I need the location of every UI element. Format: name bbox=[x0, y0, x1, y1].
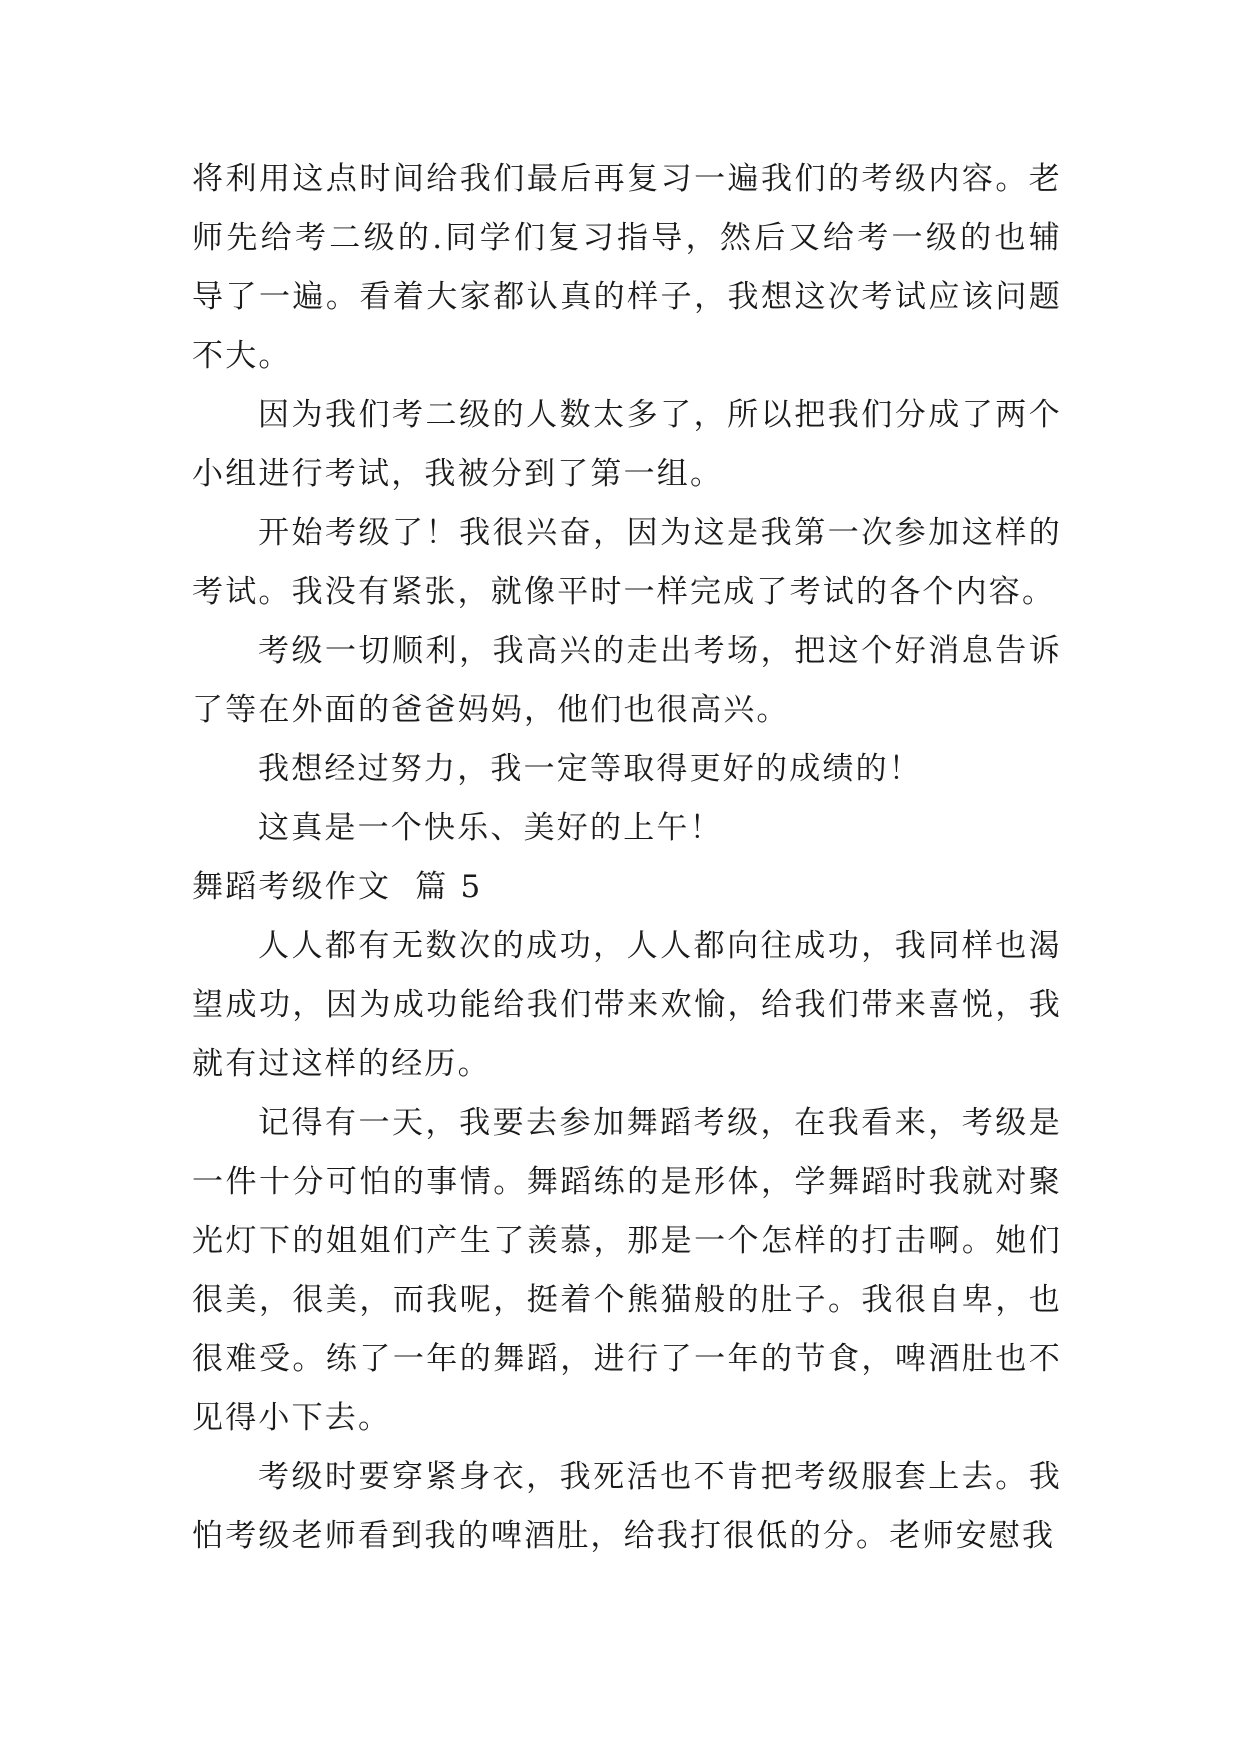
paragraph: 考级时要穿紧身衣，我死活也不肯把考级服套上去。我怕考级老师看到我的啤酒肚，给我打很低的分。老师安慰我 bbox=[192, 1459, 1062, 1554]
paragraph: 人人都有无数次的成功，人人都向往成功，我同样也渴望成功，因为成功能给我们带来欢愉，给我们带来喜悦，我就有过这样的经历。 bbox=[192, 928, 1062, 1082]
paragraph: 将利用这点时间给我们最后再复习一遍我们的考级内容。老师先给考二级的.同学们复习指导，然后又给考一级的也辅导了一遍。看着大家都认真的样子，我想这次考试应该问题不大。 bbox=[192, 161, 1062, 374]
paragraph: 这真是一个快乐、美好的上午！ bbox=[258, 810, 723, 846]
paragraph: 开始考级了！我很兴奋，因为这是我第一次参加这样的考试。我没有紧张，就像平时一样完成了考试的各个内容。 bbox=[192, 515, 1062, 610]
paragraph: 考级一切顺利，我高兴的走出考场，把这个好消息告诉了等在外面的爸爸妈妈，他们也很高兴。 bbox=[192, 633, 1062, 728]
paragraph: 因为我们考二级的人数太多了，所以把我们分成了两个小组进行考试，我被分到了第一组。 bbox=[192, 397, 1062, 492]
section-heading: 舞蹈考级作文 篇 5 bbox=[192, 869, 483, 905]
paragraph: 我想经过努力，我一定等取得更好的成绩的！ bbox=[258, 751, 922, 787]
document-body bbox=[192, 150, 1062, 1566]
paragraph: 记得有一天，我要去参加舞蹈考级，在我看来，考级是一件十分可怕的事情。舞蹈练的是形体，学舞蹈时我就对聚光灯下的姐姐们产生了羡慕，那是一个怎样的打击啊。她们很美，很美，而我呢，挺着个熊猫般的肚子。我很自卑，也很难受。练了一年的舞蹈，进行了一年的节食，啤酒肚也不见得小下去。 bbox=[192, 1105, 1062, 1436]
